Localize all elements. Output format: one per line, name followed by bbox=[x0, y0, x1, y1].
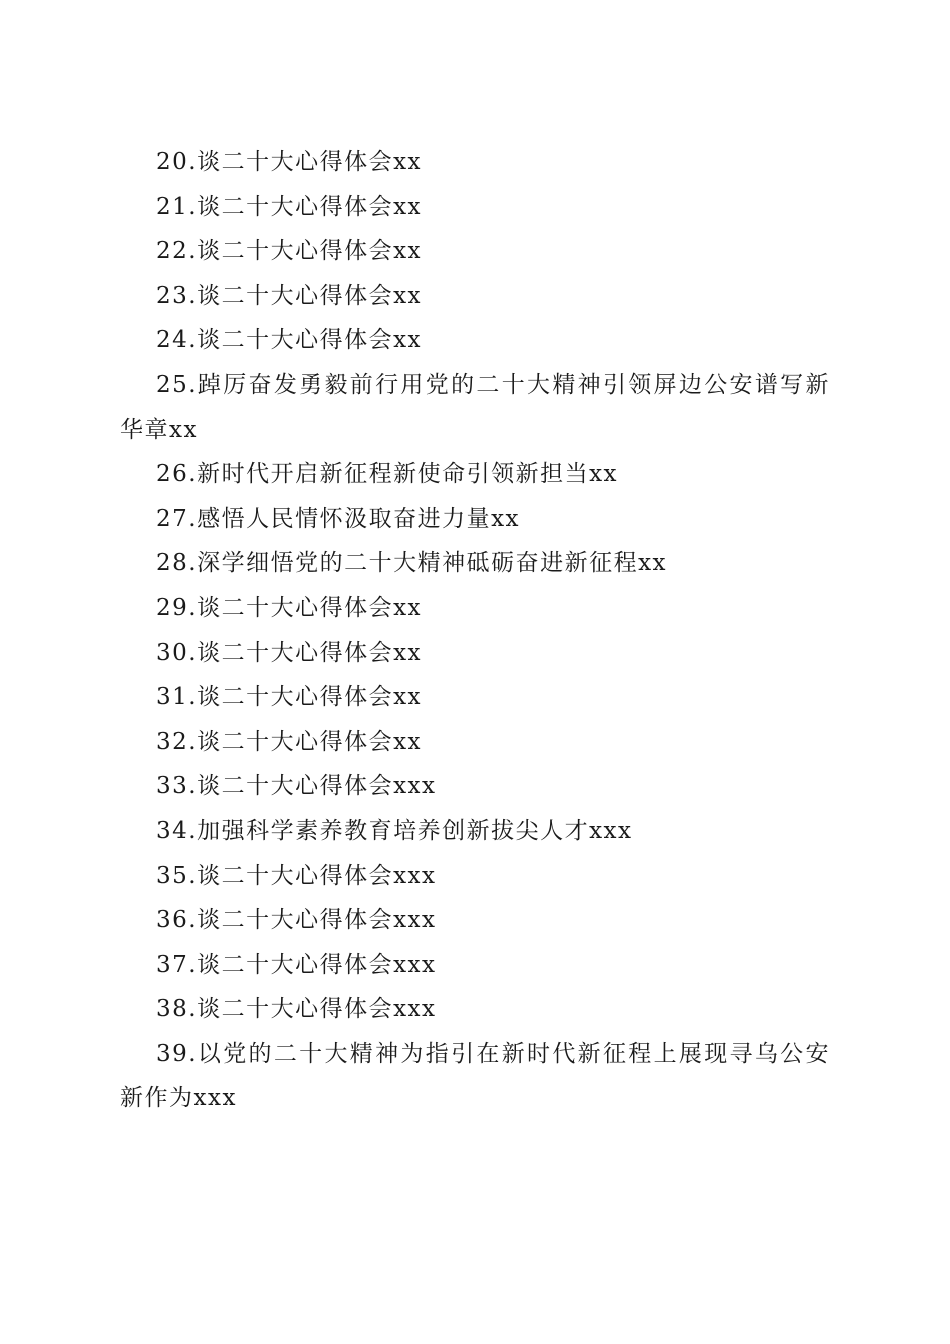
list-item: 28.深学细悟党的二十大精神砥砺奋进新征程xx bbox=[156, 550, 668, 577]
list-item: 32.谈二十大心得体会xx bbox=[156, 728, 423, 755]
list-item: 30.谈二十大心得体会xx bbox=[156, 639, 423, 666]
list-item: 21.谈二十大心得体会xx bbox=[156, 193, 423, 220]
list-item: 39.以党的二十大精神为指引在新时代新征程上展现寻乌公安新作为xxx bbox=[120, 1040, 830, 1112]
list-item: 36.谈二十大心得体会xxx bbox=[156, 907, 437, 934]
list-item: 25.踔厉奋发勇毅前行用党的二十大精神引领屏边公安谱写新华章xx bbox=[120, 371, 830, 443]
list-item: 22.谈二十大心得体会xx bbox=[156, 238, 423, 265]
list-item: 20.谈二十大心得体会xx bbox=[156, 149, 423, 175]
list-item: 29.谈二十大心得体会xx bbox=[156, 594, 423, 621]
list-item: 31.谈二十大心得体会xx bbox=[156, 684, 423, 711]
article-list bbox=[120, 140, 830, 1121]
list-item: 24.谈二十大心得体会xx bbox=[156, 327, 423, 354]
list-item: 33.谈二十大心得体会xxx bbox=[156, 773, 437, 800]
list-item: 38.谈二十大心得体会xxx bbox=[156, 996, 437, 1023]
list-item: 37.谈二十大心得体会xxx bbox=[156, 951, 437, 978]
list-item: 27.感悟人民情怀汲取奋进力量xx bbox=[156, 505, 521, 532]
list-item: 23.谈二十大心得体会xx bbox=[156, 282, 423, 309]
list-item: 35.谈二十大心得体会xxx bbox=[156, 862, 437, 889]
list-item: 26.新时代开启新征程新使命引领新担当xx bbox=[156, 461, 619, 488]
list-item: 34.加强科学素养教育培养创新拔尖人才xxx bbox=[156, 817, 633, 844]
